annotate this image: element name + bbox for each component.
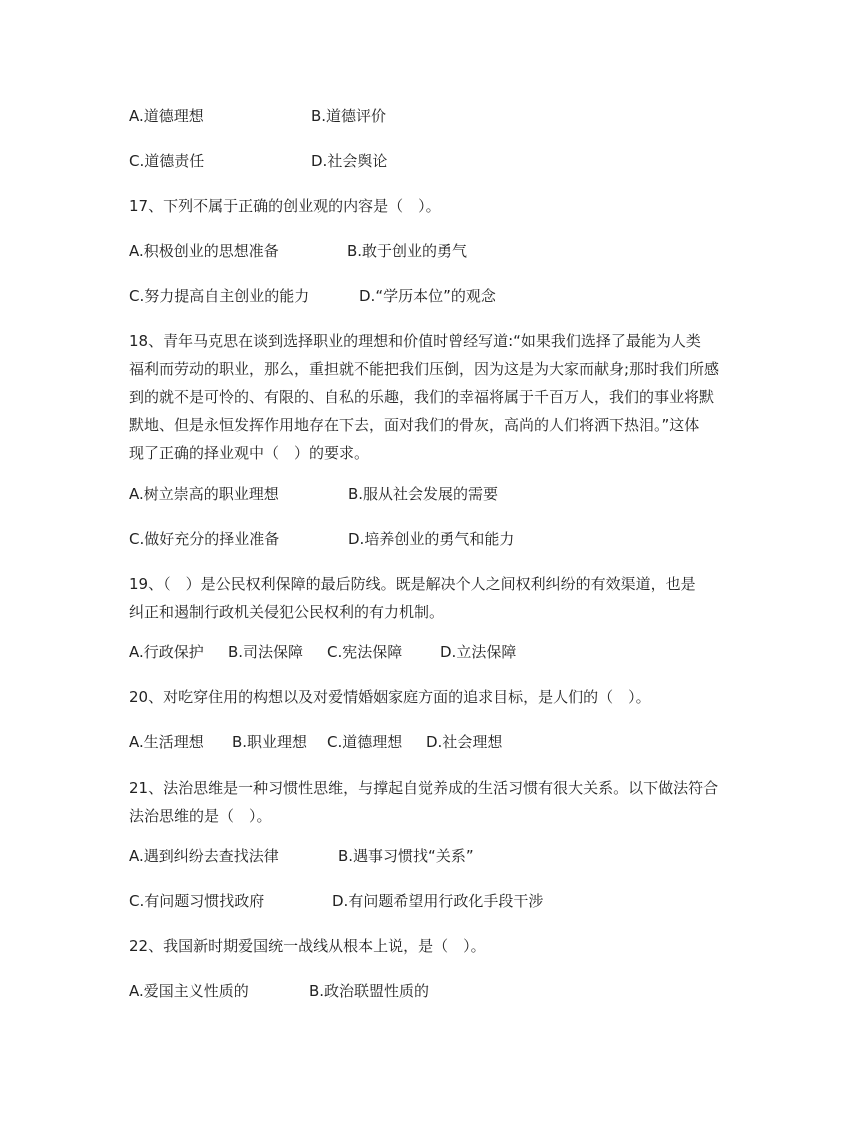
q17-option-a: A.积极创业的思想准备 — [129, 242, 279, 260]
q18-option-c: C.做好充分的择业准备 — [129, 530, 280, 548]
q20-option-d: D.社会理想 — [426, 733, 503, 751]
q21-stem-line: 法治思维的是（ ）。 — [129, 807, 272, 825]
q18-stem-line: 默地、但是永恒发挥作用地存在下去，面对我们的骨灰，高尚的人们将洒下热泪。”这体 — [129, 416, 700, 434]
q20-option-a: A.生活理想 — [129, 733, 204, 751]
q19-option-c: C.宪法保障 — [327, 643, 403, 661]
q19-option-a: A.行政保护 — [129, 643, 204, 661]
q20-stem: 20、对吃穿住用的构想以及对爱情婚姻家庭方面的追求目标，是人们的（ ）。 — [129, 688, 651, 706]
q19-stem-line: 纠正和遏制行政机关侵犯公民权利的有力机制。 — [129, 603, 445, 621]
q18-stem-line: 18、青年马克思在谈到选择职业的理想和价值时曾经写道:“如果我们选择了最能为人类 — [129, 332, 701, 350]
q18-option-a: A.树立崇高的职业理想 — [129, 485, 279, 503]
q21-stem-line: 21、法治思维是一种习惯性思维，与撑起自觉养成的生活习惯有很大关系。以下做法符合 — [129, 779, 719, 797]
q19-option-b: B.司法保障 — [228, 643, 304, 661]
q20-option-b: B.职业理想 — [232, 733, 308, 751]
q21-stem — [129, 774, 744, 830]
q17-stem: 17、下列不属于正确的创业观的内容是（ ）。 — [129, 197, 441, 215]
q19-stem-line: 19、（ ）是公民权利保障的最后防线。既是解决个人之间权利纠纷的有效渠道，也是 — [129, 575, 696, 593]
q16-option-c: C.道德责任 — [129, 152, 205, 170]
q16-option-b: B.道德评价 — [311, 107, 387, 125]
q22-option-b: B.政治联盟性质的 — [309, 982, 430, 1000]
q22-stem: 22、我国新时期爱国统一战线从根本上说，是（ ）。 — [129, 937, 486, 955]
q22-option-a: A.爱国主义性质的 — [129, 982, 249, 1000]
q21-option-a: A.遇到纠纷去查找法律 — [129, 847, 279, 865]
q21-option-c: C.有问题习惯找政府 — [129, 892, 265, 910]
q16-option-d: D.社会舆论 — [311, 152, 388, 170]
q19-option-d: D.立法保障 — [440, 643, 517, 661]
q18-stem-line: 到的就不是可怜的、有限的、自私的乐趣，我们的幸福将属于千百万人，我们的事业将默 — [129, 388, 715, 406]
q18-stem-line: 现了正确的择业观中（ ）的要求。 — [129, 444, 370, 462]
q17-option-b: B.敢于创业的勇气 — [347, 242, 468, 260]
q17-option-d: D.“学历本位”的观念 — [359, 287, 496, 305]
q21-option-d: D.有问题希望用行政化手段干涉 — [332, 892, 544, 910]
q21-option-b: B.遇事习惯找“关系” — [338, 847, 474, 865]
q18-option-d: D.培养创业的勇气和能力 — [348, 530, 515, 548]
q20-option-c: C.道德理想 — [327, 733, 403, 751]
q18-stem-line: 福利而劳动的职业，那么，重担就不能把我们压倒，因为这是为大家而献身;那时我们所感 — [129, 360, 720, 378]
q16-option-a: A.道德理想 — [129, 107, 204, 125]
q17-option-c: C.努力提高自主创业的能力 — [129, 287, 310, 305]
q18-option-b: B.服从社会发展的需要 — [348, 485, 499, 503]
q18-stem — [129, 327, 744, 467]
q19-stem — [129, 570, 744, 626]
